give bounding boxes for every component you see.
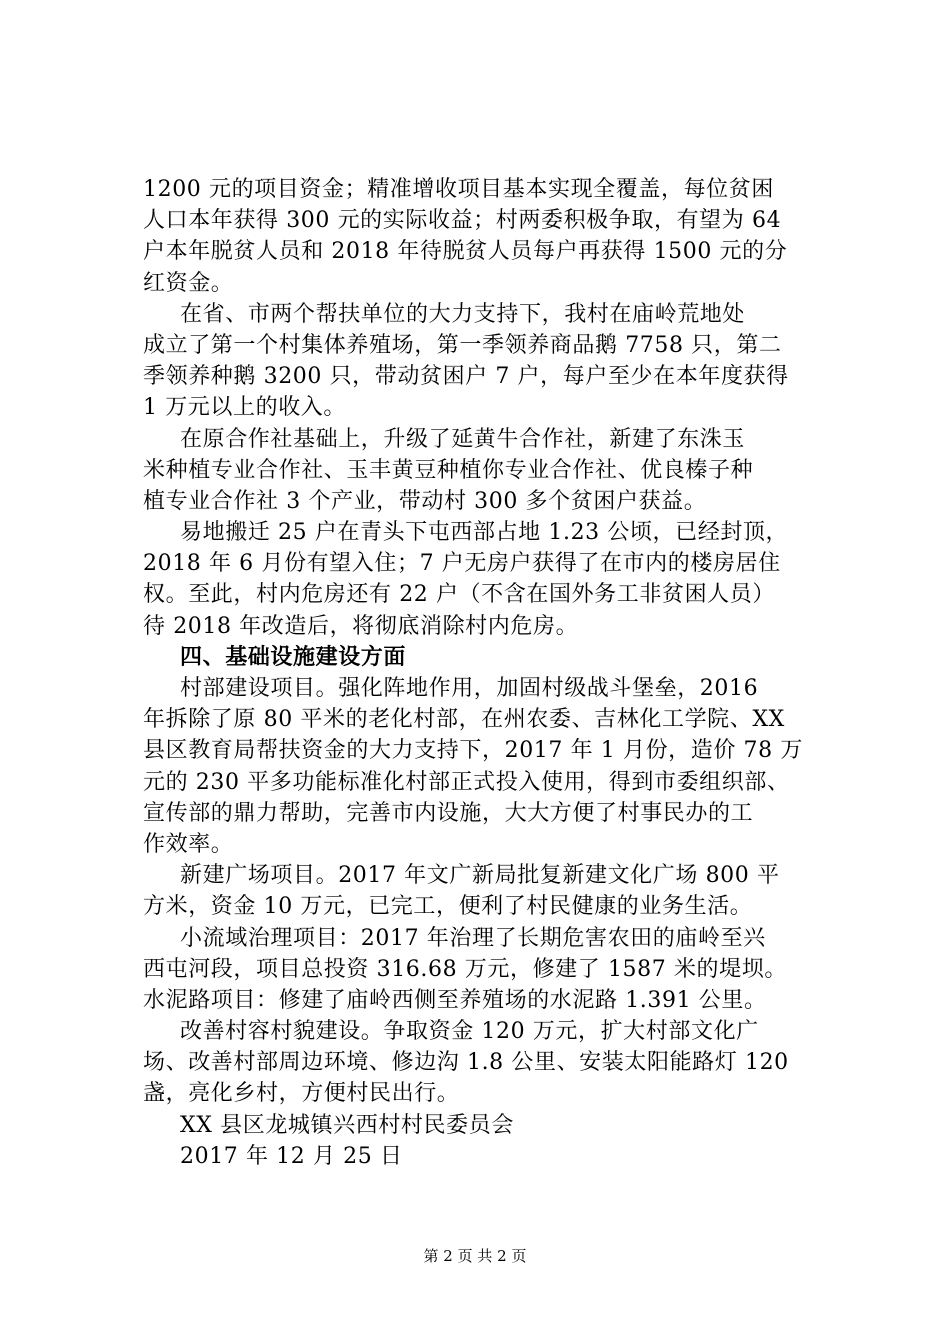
text-line: 易地搬迁 25 户在青头下屯西部占地 1.23 公顷，已经封顶， <box>180 520 789 546</box>
text-line: 宣传部的鼎力帮助，完善市内设施，大大方便了村事民办的工 <box>143 800 754 826</box>
text-line: 水泥路项目：修建了庙岭西侧至养殖场的水泥路 1.391 公里。 <box>143 987 767 1013</box>
text-line: 新建广场项目。2017 年文广新局批复新建文化广场 800 平 <box>180 863 780 889</box>
text-line: 待 2018 年改造后，将彻底消除村内危房。 <box>143 613 579 639</box>
text-line: 户本年脱贫人员和 2018 年待脱贫人员每户再获得 1500 元的分 <box>143 239 788 265</box>
text-line: 成立了第一个村集体养殖场，第一季领养商品鹅 7758 只，第二 <box>143 332 782 358</box>
text-line: 2017 年 12 月 25 日 <box>180 1143 403 1169</box>
text-line: 场、改善村部周边环境、修边沟 1.8 公里、安装太阳能路灯 120 <box>143 1050 789 1076</box>
text-line: 村部建设项目。强化阵地作用，加固村级战斗堡垒，2016 <box>180 676 759 701</box>
document-body <box>143 174 843 1172</box>
text-line: 2018 年 6 月份有望入住；7 户无房户获得了在市内的楼房居住 <box>143 551 781 577</box>
text-line: 季领养种鹅 3200 只，带动贫困户 7 户，每户至少在本年度获得 <box>143 364 789 390</box>
text-line: 在原合作社基础上，升级了延黄牛合作社，新建了东洙玉 <box>180 426 746 452</box>
text-line: 作效率。 <box>143 831 234 857</box>
text-line: 权。至此，村内危房还有 22 户（不含在国外务工非贫困人员） <box>143 582 775 608</box>
text-line: 县区教育局帮扶资金的大力支持下，2017 年 1 月份，造价 78 万 <box>143 738 803 764</box>
text-line: 红资金。 <box>143 270 234 296</box>
text-line: XX 县区龙城镇兴西村村民委员会 <box>180 1112 514 1138</box>
text-line: 元的 230 平多功能标准化村部正式投入使用，得到市委组织部、 <box>143 769 790 795</box>
text-line: 改善村容村貌建设。争取资金 120 万元，扩大村部文化广 <box>180 1019 759 1045</box>
page-footer: 第 2 页 共 2 页 <box>423 1247 527 1265</box>
text-line: 1200 元的项目资金；精准增收项目基本实现全覆盖，每位贫困 <box>143 177 774 202</box>
text-line: 在省、市两个帮扶单位的大力支持下，我村在庙岭荒地处 <box>180 301 746 327</box>
text-line: 1 万元以上的收入。 <box>143 395 346 421</box>
text-line: 西屯河段，项目总投资 316.68 万元，修建了 1587 米的堤坝。 <box>143 956 787 982</box>
text-line: 植专业合作社 3 个产业，带动村 300 多个贫困户获益。 <box>143 488 707 514</box>
text-line: 人口本年获得 300 元的实际收益；村两委积极争取，有望为 64 <box>143 208 782 234</box>
text-line: 盏，亮化乡村，方便村民出行。 <box>143 1081 460 1107</box>
text-line: 小流域治理项目：2017 年治理了长期危害农田的庙岭至兴 <box>180 925 766 951</box>
text-line: 米种植专业合作社、玉丰黄豆种植你专业合作社、优良榛子种 <box>143 457 754 483</box>
text-line: 方米，资金 10 万元，已完工，便利了村民健康的业务生活。 <box>143 894 753 920</box>
section-heading: 四、基础设施建设方面 <box>180 644 407 670</box>
text-line: 年拆除了原 80 平米的老化村部，在州农委、吉林化工学院、XX <box>143 707 785 733</box>
